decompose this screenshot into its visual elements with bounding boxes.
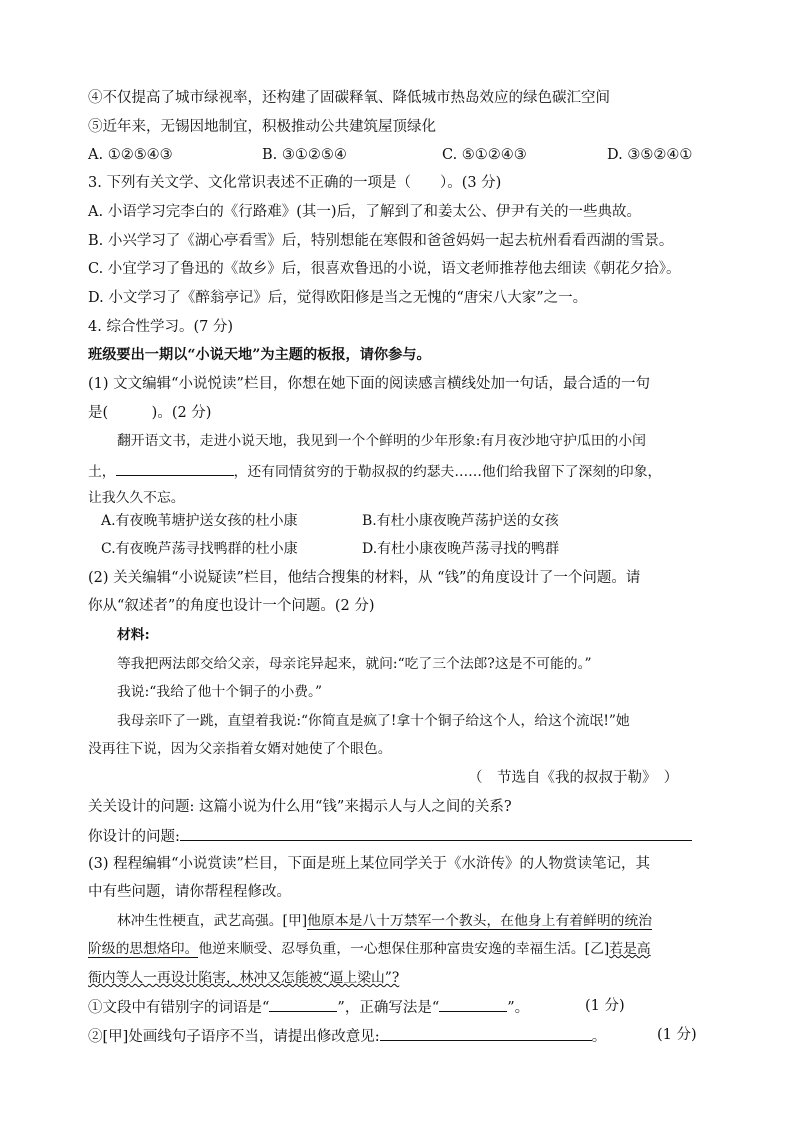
wrong-word-blank[interactable] <box>269 996 337 1012</box>
q4-p1-text2b: ，还有同情贫穷的于勒叔叔的约瑟夫……他们给我留下了深刻的印象， <box>233 464 662 480</box>
note-yi-underlined-cont: 衙内等人一再设计陷害，林冲又怎能被“逼上梁山”? <box>88 970 400 986</box>
correct-word-blank[interactable] <box>439 996 507 1012</box>
sub1-score: (1 分) <box>585 998 625 1014</box>
sub2-text-a: ②[甲]处画线句子语序不当，请提出修改意见: <box>88 1029 380 1045</box>
q3-option-d: D. 小文学习了《醉翁亭记》后，觉得欧阳修是当之无愧的“唐宋八大家”之一。 <box>88 290 588 306</box>
note-line1-a: 林冲生性梗直，武艺高强。[甲] <box>117 913 308 929</box>
q4-p1-option-b: B.有杜小康夜晚芦荡护送的女孩 <box>362 513 559 529</box>
q2-option-b: B. ③①②⑤④ <box>262 147 347 163</box>
sub-question-1 <box>88 996 529 1018</box>
q3-option-b: B. 小兴学习了《湖心亭看雪》后，特别想能在寒假和爸爸妈妈一起去杭州看看西湖的雪景。 <box>88 233 674 249</box>
sub-question-2 <box>88 1025 606 1047</box>
material-label: 材料: <box>117 627 150 643</box>
material-source: （ 节选自《我的叔叔于勒》 ） <box>468 770 679 786</box>
q4-intro: 班级要出一期以“小说天地”为主题的板报，请你参与。 <box>88 347 431 363</box>
q4-p1-text2a: 土， <box>88 464 116 480</box>
q2-option-d: D. ③⑤②④① <box>607 147 693 163</box>
note-line3 <box>88 968 399 988</box>
q3-stem: 3. 下列有关文学、文化常识表述不正确的一项是（ ）。(3 分) <box>88 175 502 191</box>
q4-p1-option-c: C.有夜晚芦荡寻找鸭群的杜小康 <box>101 541 298 557</box>
note-line2 <box>88 939 651 959</box>
q2-option-a: A. ①②⑤④③ <box>88 147 173 163</box>
q4-p1-option-d: D.有杜小康夜晚芦荡寻找的鸭群 <box>362 541 560 557</box>
q4-p1-text3: 让我久久不忘。 <box>88 490 185 506</box>
q3-option-c: C. 小宜学习了鲁迅的《故乡》后，很喜欢鲁迅的小说，语文老师推荐他去细读《朝花夕拾》。 <box>88 261 681 277</box>
q4-p1-line1: (1) 文文编辑“小说悦读”栏目，你想在她下面的阅读感言横线处加一句话，最合适的一句 <box>88 376 650 392</box>
sub1-text-a: ①文段中有错别字的词语是“ <box>88 1000 270 1016</box>
note-jia-underlined: 他原本是八十万禁军一个教头，在他身上有着鲜明的统治 <box>307 913 653 929</box>
your-question-label: 你设计的问题: <box>88 829 180 845</box>
q2-item-5: ⑤近年来，无锡因地制宜，积极推动公共建筑屋顶绿化 <box>88 119 436 135</box>
sub2-text-b: 。 <box>591 1029 607 1045</box>
material-line4: 没再往下说，因为父亲指着女婿对她使了个眼色。 <box>88 741 392 757</box>
sub2-score: (1 分) <box>657 1027 697 1043</box>
note-line2-b: 他逆来顺受、忍辱负重，一心想保住那种富贵安逸的幸福生活。[乙] <box>198 941 610 957</box>
sub1-text-c: ”。 <box>507 1000 530 1016</box>
q4-p1-option-a: A.有夜晚苇塘护送女孩的杜小康 <box>101 513 298 529</box>
guanguan-question: 关关设计的问题: 这篇小说为什么用“钱”来揭示人与人之间的关系? <box>88 799 512 815</box>
note-line1 <box>117 911 652 931</box>
q4-p1-text1: 翻开语文书，走进小说天地，我见到一个个鲜明的少年形象:有月夜沙地守护瓜田的小闰 <box>117 433 646 449</box>
q4-p2-line2: 你从“叙述者”的角度也设计一个问题。(2 分) <box>88 598 375 614</box>
your-question-blank[interactable] <box>180 825 692 841</box>
revision-blank[interactable] <box>380 1025 592 1041</box>
q4-p2-line1: (2) 关关编辑“小说疑读”栏目，他结合搜集的材料，从 “钱”的角度设计了一个问题。请 <box>88 570 641 586</box>
q4-p3-line1: (3) 程程编辑“小说赏读”栏目，下面是班上某位同学关于《水浒传》的人物赏读笔记，其 <box>88 856 650 872</box>
your-question-row <box>88 825 692 847</box>
q4-stem: 4. 综合性学习。(7 分) <box>88 319 234 335</box>
q2-item-4: ④不仅提高了城市绿视率，还构建了固碳释氧、降低城市热岛效应的绿色碳汇空间 <box>88 90 610 106</box>
material-line3: 我母亲吓了一跳，直望着我说:“你简直是疯了!拿十个铜子给这个人，给这个流氓!”她 <box>117 713 630 729</box>
answer-blank[interactable] <box>116 460 234 476</box>
q4-p1-text2 <box>88 460 661 482</box>
q2-options <box>0 145 794 165</box>
q4-p1-line2: 是( )。(2 分) <box>88 405 212 421</box>
q3-option-a: A. 小语学习完李白的《行路难》(其一)后，了解到了和姜太公、伊尹有关的一些典故。 <box>88 204 642 220</box>
material-line2: 我说:“我给了他十个铜子的小费。” <box>117 684 323 700</box>
note-yi-underlined: 若是高 <box>609 941 651 957</box>
material-line1: 等我把两法郎交给父亲，母亲诧异起来，就问:“吃了三个法郎?这是不可能的。” <box>117 656 592 672</box>
q4-p3-line2: 中有些问题，请你帮程程修改。 <box>88 884 291 900</box>
note-jia-underlined-cont: 阶级的思想烙印。 <box>88 941 199 957</box>
sub1-text-b: ”，正确写法是“ <box>337 1000 440 1016</box>
q2-option-c: C. ⑤①②④③ <box>442 147 527 163</box>
